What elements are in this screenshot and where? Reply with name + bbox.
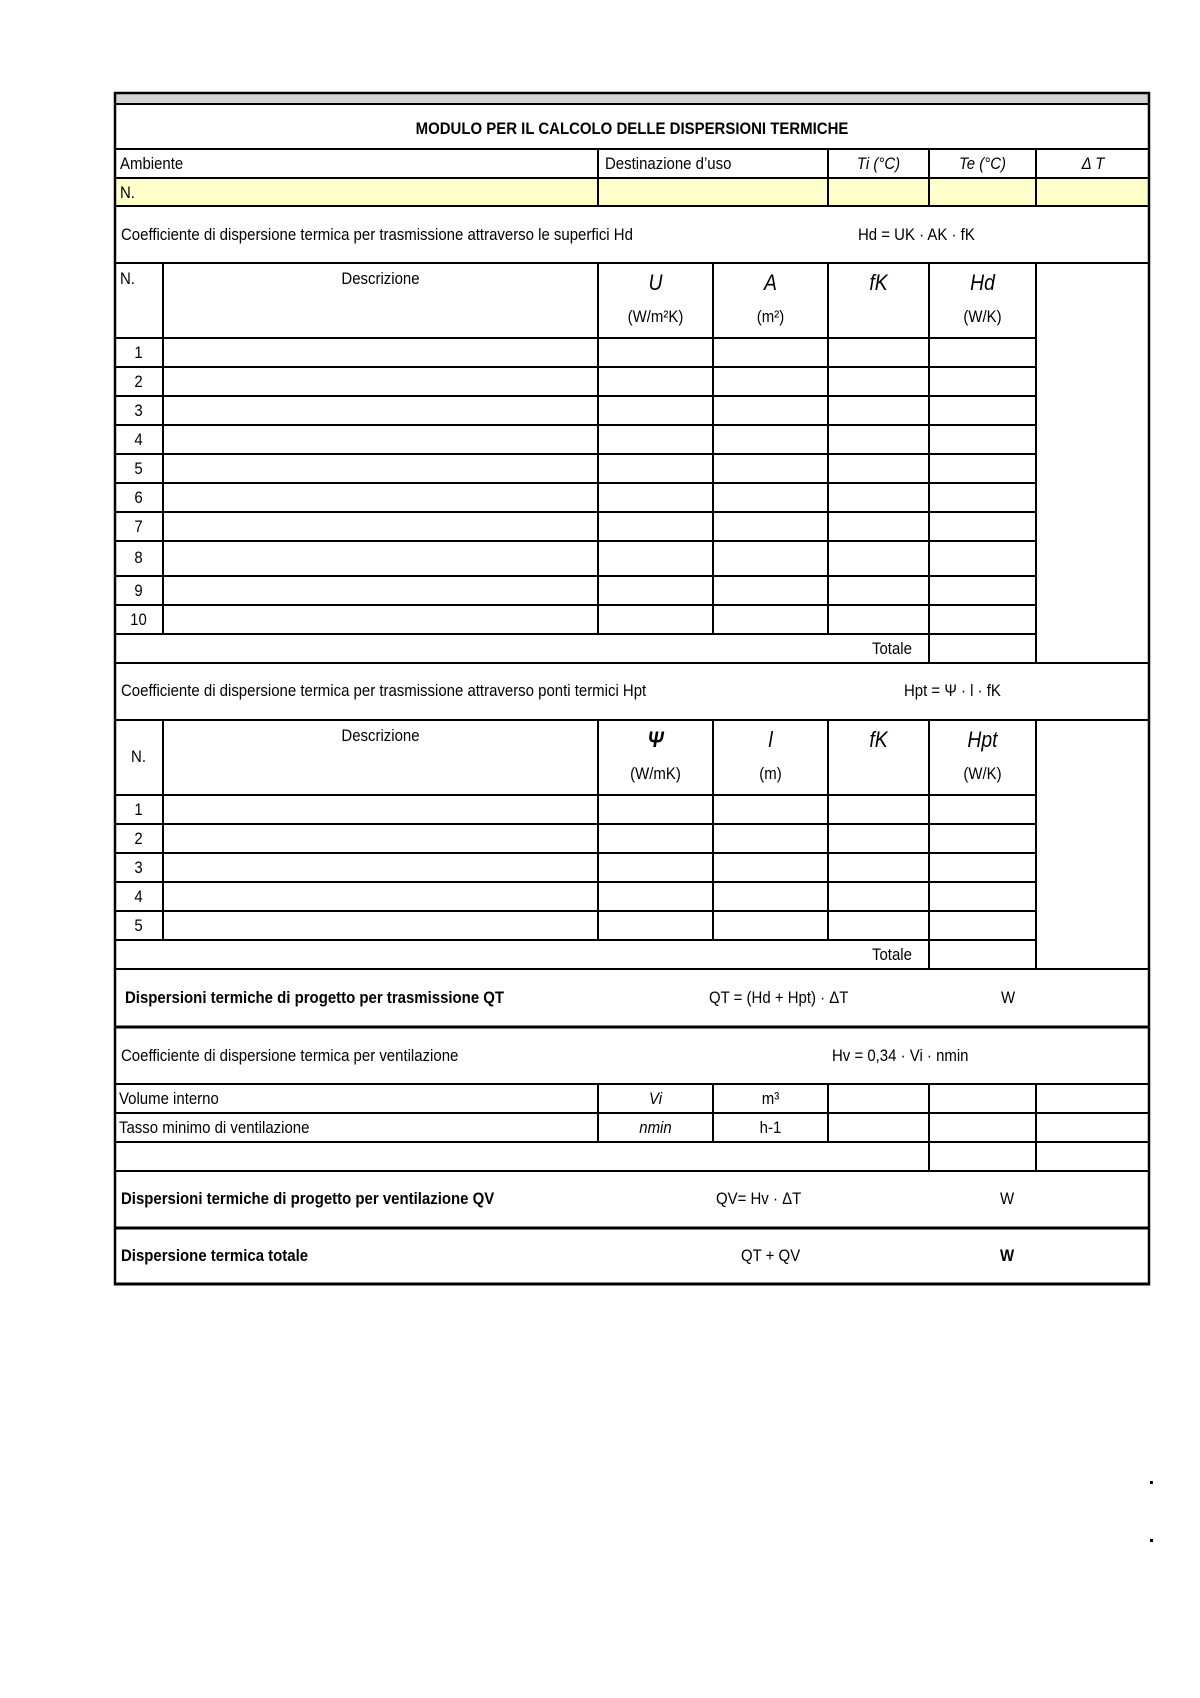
volume-symbol: Vi	[648, 1089, 663, 1108]
section1-col-desc: Descrizione	[341, 269, 420, 288]
vent-formula: Hv = 0,34 · Vi · nmin	[832, 1046, 969, 1065]
section1-row-number: 7	[134, 517, 143, 536]
form-title: MODULO PER IL CALCOLO DELLE DISPERSIONI TERMICHE	[415, 119, 849, 138]
section1-row-number: 10	[130, 610, 147, 629]
qt-label: Dispersioni termiche di progetto per trasmissione QT	[125, 988, 505, 1007]
section1-row-number: 4	[134, 430, 143, 449]
section1-col-u-unit: (W/m²K)	[627, 307, 684, 326]
section1-col-hd-unit: (W/K)	[963, 307, 1002, 326]
section1-col-a: A	[764, 270, 777, 295]
qv-formula: QV= Hv · ΔT	[716, 1189, 802, 1208]
section2-col-desc: Descrizione	[341, 726, 420, 745]
section2-col-psi-unit: (W/mK)	[630, 764, 681, 783]
section1-row-number: 3	[134, 401, 143, 420]
section2-totale-label: Totale	[872, 945, 912, 964]
section1-col-hd: Hd	[970, 270, 995, 295]
section1-formula: Hd = UK · AK · fK	[858, 225, 975, 244]
section1-title: Coefficiente di dispersione termica per trasmissione attraverso le superfici Hd	[121, 225, 633, 244]
total-unit: W	[1000, 1246, 1015, 1265]
section2-col-hpt: Hpt	[967, 727, 998, 752]
tasso-label: Tasso minimo di ventilazione	[119, 1118, 310, 1137]
section1-row-number: 6	[134, 488, 143, 507]
qv-unit: W	[1000, 1189, 1015, 1208]
te-label: Te (°C)	[959, 154, 1006, 173]
te-field[interactable]	[929, 178, 1036, 206]
section2-row-number: 4	[134, 887, 143, 906]
qt-unit: W	[1001, 988, 1016, 1007]
ti-field[interactable]	[828, 178, 929, 206]
total-formula: QT + QV	[741, 1246, 801, 1265]
section1-row-number: 5	[134, 459, 143, 478]
heat-loss-form	[114, 92, 1150, 1285]
section2-col-hpt-unit: (W/K)	[963, 764, 1002, 783]
qt-formula: QT = (Hd + Hpt) · ΔT	[709, 988, 849, 1007]
section2-title: Coefficiente di dispersione termica per trasmissione attraverso ponti termici Hpt	[121, 681, 647, 700]
ti-label: Ti (°C)	[856, 154, 901, 173]
ambiente-label: Ambiente	[120, 154, 184, 173]
section1-col-n: N.	[120, 269, 135, 288]
destinazione-field[interactable]	[598, 178, 828, 206]
stray-dot	[1150, 1481, 1153, 1484]
section2-row-number: 2	[134, 829, 143, 848]
destinazione-label: Destinazione d’uso	[605, 154, 732, 173]
section1-col-fk: fK	[869, 270, 888, 295]
volume-label: Volume interno	[119, 1089, 219, 1108]
ambiente-number-label: N.	[120, 183, 135, 202]
section1-row-number: 2	[134, 372, 143, 391]
delta-t-label: Δ T	[1081, 154, 1105, 173]
section2-col-psi: Ψ	[647, 727, 664, 752]
section2-row-number: 3	[134, 858, 143, 877]
section2-row-number: 1	[134, 800, 143, 819]
tasso-symbol: nmin	[639, 1118, 672, 1137]
section2-col-l: l	[768, 727, 773, 752]
section2-formula: Hpt = Ψ · l · fK	[904, 681, 1001, 700]
volume-unit: m³	[761, 1089, 780, 1108]
tasso-unit: h-1	[759, 1118, 782, 1137]
section2-col-l-unit: (m)	[759, 764, 782, 783]
section2-col-n: N.	[131, 747, 146, 766]
section1-row-number: 8	[134, 548, 143, 567]
section2-col-fk: fK	[869, 727, 888, 752]
section2-row-number: 5	[134, 916, 143, 935]
section1-col-a-unit: (m²)	[756, 307, 785, 326]
section1-row-number: 9	[134, 581, 143, 600]
vent-title: Coefficiente di dispersione termica per ventilazione	[121, 1046, 459, 1065]
delta-t-field[interactable]	[1036, 178, 1150, 206]
section1-totale-label: Totale	[872, 639, 912, 658]
section1-col-u: U	[648, 270, 663, 295]
stray-dot	[1150, 1539, 1153, 1542]
section1-row-number: 1	[134, 343, 143, 362]
qv-label: Dispersioni termiche di progetto per ventilazione QV	[121, 1189, 495, 1208]
total-label: Dispersione termica totale	[121, 1246, 309, 1265]
